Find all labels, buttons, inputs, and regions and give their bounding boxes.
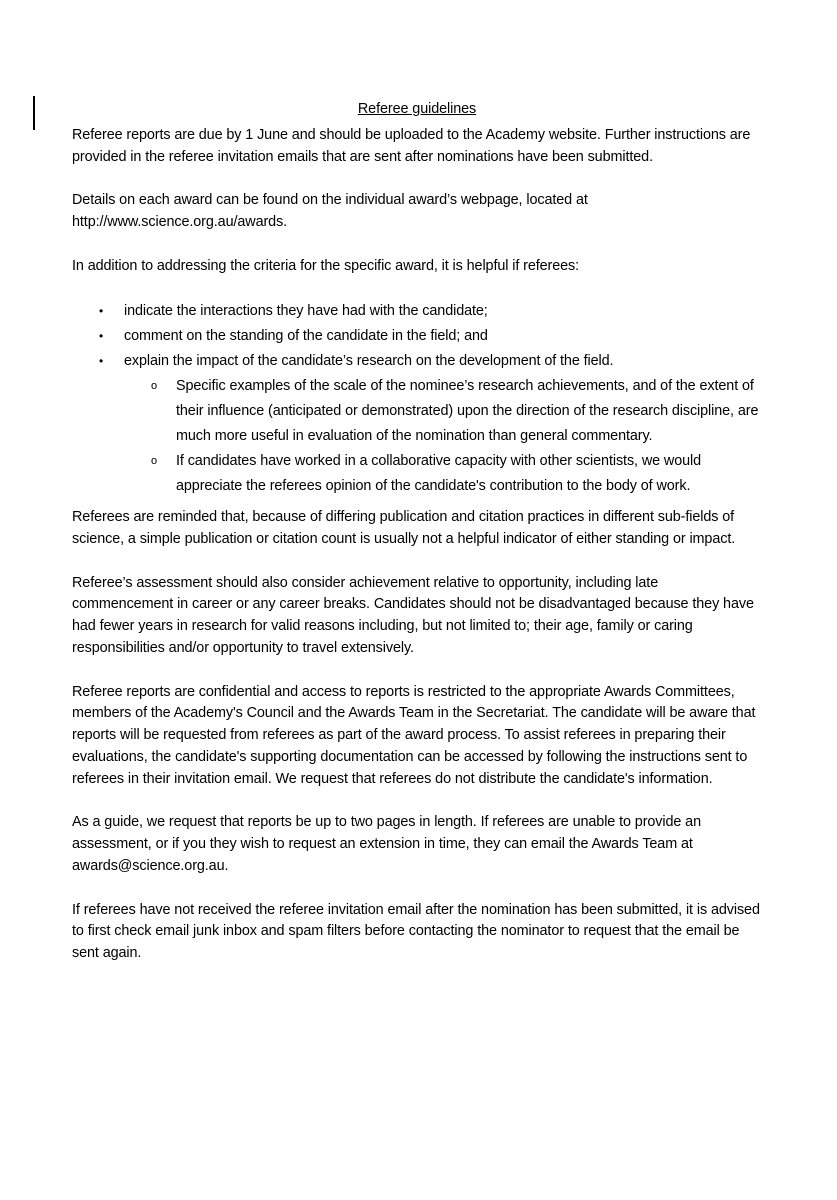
- paragraph-length-guide: As a guide, we request that reports be up to two pages in length. If referees are unable to provide an assessment, or if you they wish to request an extension in time, they can email the Awards Team at awards@science.org.au.: [72, 814, 701, 874]
- page-title: Referee guidelines: [357, 101, 477, 117]
- bullet-icon: •: [99, 354, 104, 369]
- circle-bullet-icon: o: [151, 455, 158, 468]
- sub-list-item: [72, 449, 762, 499]
- list-item-text: explain the impact of the candidate’s research on the development of the field.: [124, 353, 614, 370]
- sub-bullet-list: [124, 374, 762, 499]
- paragraph-criteria-intro: In addition to addressing the criteria for the specific award, it is helpful if referees:: [72, 257, 580, 274]
- list-item: [72, 299, 762, 324]
- list-item-text: comment on the standing of the candidate in the field; and: [124, 328, 488, 345]
- circle-bullet-icon: o: [151, 380, 158, 393]
- bullet-icon: •: [99, 329, 104, 344]
- list-item-text: indicate the interactions they have had with the candidate;: [124, 303, 488, 320]
- paragraph-missing-invitation: If referees have not received the referee invitation email after the nomination has been submitted, it is advised to first check email junk inbox and spam filters before contacting the nominator to request that the email be sent again.: [72, 901, 760, 962]
- list-item: [72, 349, 762, 499]
- sub-list-item-text: If candidates have worked in a collaborative capacity with other scientists, we would appreciate the referees opinion of the candidate's contribution to the body of work.: [176, 453, 702, 495]
- paragraph-award-details: Details on each award can be found on the individual award’s webpage, located at http://www.science.org.au/awards.: [72, 192, 588, 230]
- text-cursor: [33, 96, 35, 130]
- sub-list-item: [72, 374, 762, 449]
- paragraph-citation-practices: Referees are reminded that, because of differing publication and citation practices in different sub-fields of science, a simple publication or citation count is usually not a helpful indicator of either standing or impact.: [72, 509, 736, 547]
- paragraph-due-date: Referee reports are due by 1 June and should be uploaded to the Academy website. Further instructions are provided in the referee invitation emails that are sent after nominations have been submitted.: [72, 126, 751, 165]
- referee-bullet-list: [72, 299, 762, 499]
- bullet-icon: •: [99, 304, 104, 319]
- sub-list-item-text: Specific examples of the scale of the nominee’s research achievements, and of the extent of their influence (anticipated or demonstrated) upon the direction of the research discipline, are much more useful in evaluation of the nomination than general commentary.: [176, 378, 759, 445]
- document-body: [72, 99, 762, 987]
- list-item: [72, 324, 762, 349]
- paragraph-opportunity: Referee’s assessment should also consider achievement relative to opportunity, including late commencement in career or any career breaks. Candidates should not be disadvantaged because they have had fewer years in research for valid reasons including, but not limited to; their age, family or caring responsibilities and/or opportunity to travel extensively.: [72, 574, 754, 656]
- paragraph-confidentiality: Referee reports are confidential and access to reports is restricted to the appropriate Awards Committees, members of the Academy's Council and the Awards Team in the Secretariat. The candidate will be aware that reports will be requested from referees as part of the award process. To assist referees in preparing their evaluations, the candidate's supporting documentation can be accessed by following the instructions sent to referees in their invitation email. We request that referees do not distribute the candidate's information.: [72, 683, 756, 787]
